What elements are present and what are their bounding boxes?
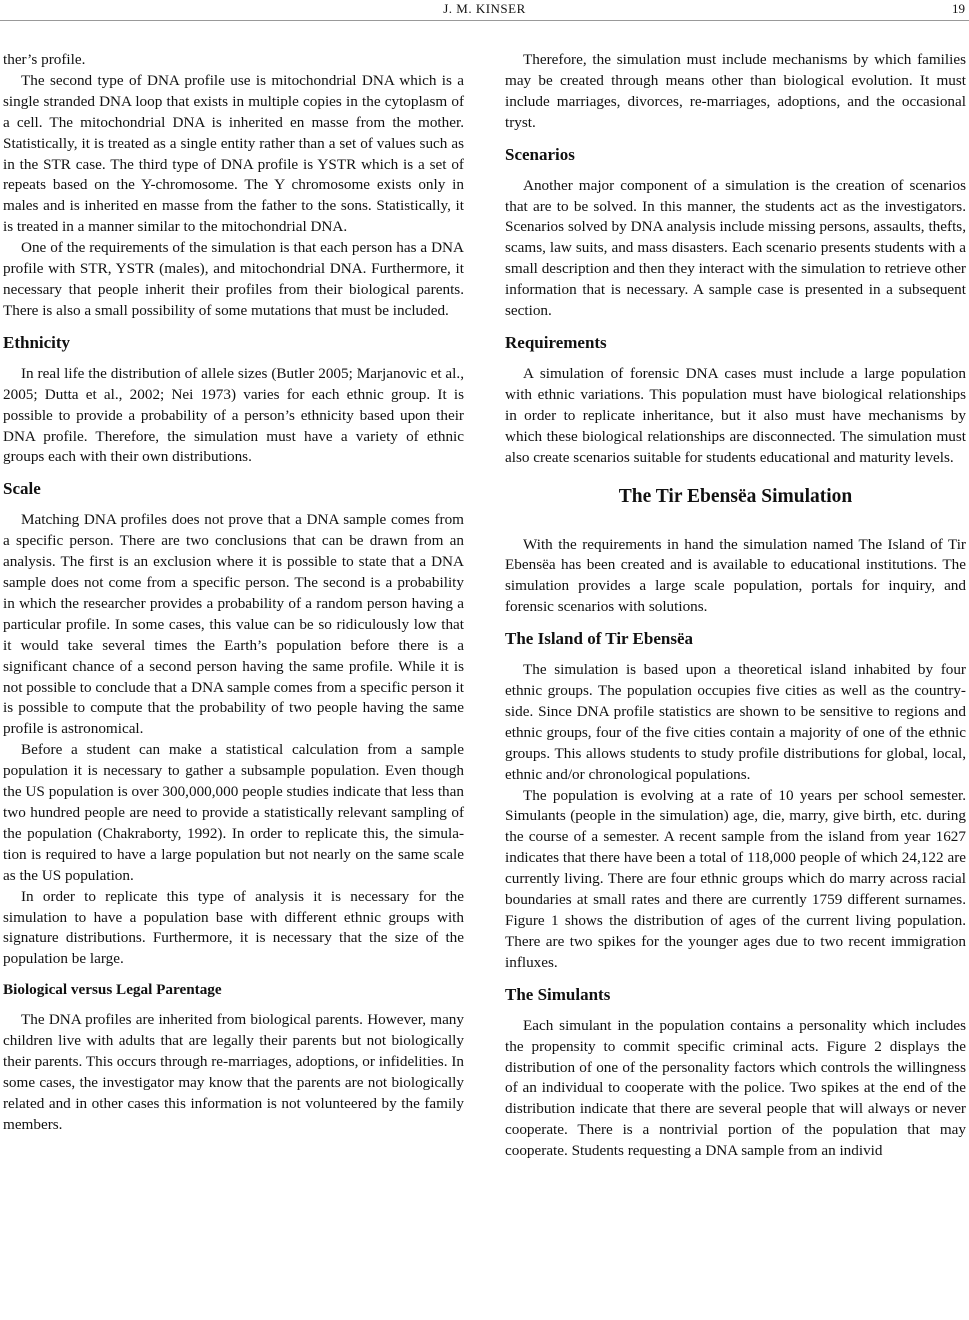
paragraph-mitochondrial: The second type of DNA profile use is mitochondrial DNA which is a single stranded DNA loop that exists in multiple copies in the cytoplasm of a cell. The mitochondrial DNA is inherited en masse from the mother. Statistically, it is treated as a single entity rather than a set of values such as in the STR case. The third type of DNA profile is YSTR which is a set of repeats based on the Y-chromosome. The Y chromosome exists only in males and is inherited en masse from the father to the sons. Statistically, it is treated in a manner similar to the mitochondrial DNA. — [3, 71, 464, 236]
running-head — [0, 0, 969, 21]
paragraph-parentage: The DNA profiles are inherited from biological parents. However, many children live with adults that are legally their parents but not biologically their parents. This occurs through re-marriages, adoptions, or infidelities. In some cases, the investigator may know that the parents are not biologically related and in other cases this information is not volunteered by the family members. — [3, 1011, 464, 1133]
heading-ethnicity: Ethnicity — [3, 332, 71, 352]
paragraph-scale-3: In order to replicate this type of analysis it is necessary for the simulation to have a population base with different ethnic groups with signature distributions. Furthermore, it is necessary that the size of the population be large. — [3, 887, 464, 968]
heading-scenarios: Scenarios — [505, 144, 575, 164]
paragraph-requirements: A simulation of forensic DNA cases must include a large population with ethnic variations. This population must have biological relationships in order to replicate inheritance, but it also must have mechanisms by which these biological relationships are disconnected. The simulation must also create scenarios suitable for students educational and maturity levels. — [505, 364, 966, 466]
heading-simulants: The Simulants — [505, 984, 611, 1004]
left-column — [3, 50, 464, 1136]
heading-requirements: Requirements — [505, 332, 607, 352]
heading-scale: Scale — [3, 479, 41, 499]
heading-island: The Island of Tir Ebensëa — [505, 629, 694, 649]
paragraph-ethnicity: In real life the distribution of allele sizes (Butler 2005; Marjanovic et al., 2005; Dutta et al., 2002; Nei 1973) varies for each ethnic group. It is possible to provide a probability of a person’s ethnicity based upon their DNA profile. Therefore, the simulation must have a variety of ethnic groups each with their own distributions. — [3, 364, 464, 466]
section-title: The Tir Ebensëa Simulation — [618, 485, 853, 507]
paragraph-simulation-intro: With the requirements in hand the simulation named The Island of Tir Ebensëa has been created and is available to educational institutions. The simulation provides a large scale population, portals for inquiry, and forensic scenarios with solutions. — [505, 535, 966, 616]
paragraph-scale-1: Matching DNA profiles does not prove that a DNA sample comes from a specific person. There are two conclusions that can be drawn from an analysis. The first is an exclusion where it is possible to state that a DNA sample does not come from a specific person. The second is a probability in which the researcher provides a probability of a random person having a particular profile. In some cases, this value can be so ridiculously low that it would take several times the Earth’s population before there is a significant chance of a second person having the same profile. While it is not possible to conclude that a DNA sample comes from a specific person it is possible to compute that the probability of two people having the same profile is astronomical. — [3, 511, 464, 738]
heading-parentage: Biological versus Legal Parentage — [3, 981, 222, 999]
right-column — [505, 50, 966, 1162]
paragraph-simulants: Each simulant in the population contains a personality which includes the propensity to commit specific criminal acts. Figure 2 displays the distribution of one of the personality factors which controls the willingness of an individual to cooperate with the police. Two spikes at the end of the distribution indicate that there are several people that will always or never cooperate. There is a nontrivial portion of the population that may cooperate. Students requesting a DNA sample from an individ — [505, 1016, 966, 1160]
running-head-author: J. M. KINSER — [443, 1, 526, 16]
paragraph-continuation: ther’s profile. — [3, 51, 86, 68]
page-number: 19 — [952, 1, 965, 16]
paragraph-scenarios: Another major component of a simulation is the creation of scenarios that are to be solved. In this manner, the students act as the investigators. Scenarios solved by DNA analysis include missing persons, assaults, thefts, scams, law suits, and mass disasters. Each scenario presents students with a small description and then they interact with the simulation to retrieve other information that is necessary. A sample case is presented in a subsequent section. — [505, 176, 966, 320]
paragraph-requirements-profile: One of the requirements of the simulation is that each person has a DNA profile with STR, YSTR (males), and mitochondrial DNA. Furthermore, it necessary that people inherit their profiles from their biological parents. There is also a small possibility of some mutations that must be included. — [3, 239, 464, 319]
paragraph-scale-2: Before a student can make a statistical calculation from a sample population it is necessary to gather a subsample population. Even though the US population is over 300,000,000 people studies indicate that less than two hundred people are need to provide a statistically relevant sampling of the population (Chakraborty, 1992). In order to replicate this, the simulation is required to have a large population but not nearly on the same scale as the US population. — [3, 741, 464, 884]
paragraph-island-1: The simulation is based upon a theoretical island inhabited by four ethnic groups. The population occupies five cities as well as the country-side. Since DNA profile statistics are shown to be sensitive to regions and ethnic groups, four of the five cities contain a majority of one of the ethnic groups. This allows students to study profile distributions for global, local, ethnic and/or chronological populations. — [505, 661, 966, 783]
paragraph-island-2: The population is evolving at a rate of 10 years per school semester. Simulants (people in the simulation) age, die, marry, give birth, etc. during the course of a semester. A recent sample from the island from year 1627 indicates that there have been a total of 118,000 people of which 24,122 are currently living. There are four ethnic groups which do marry across racial boundaries at small rates and there are currently 1759 different surnames. Figure 1 shows the distribution of ages of the current living population. There are two spikes for the younger ages due to two recent immigration influxes. — [505, 786, 966, 971]
paragraph-families: Therefore, the simulation must include mechanisms by which families may be created through means other than biological evolution. It must include marriages, divorces, re-marriages, adoptions, and the occasional tryst. — [505, 51, 966, 131]
